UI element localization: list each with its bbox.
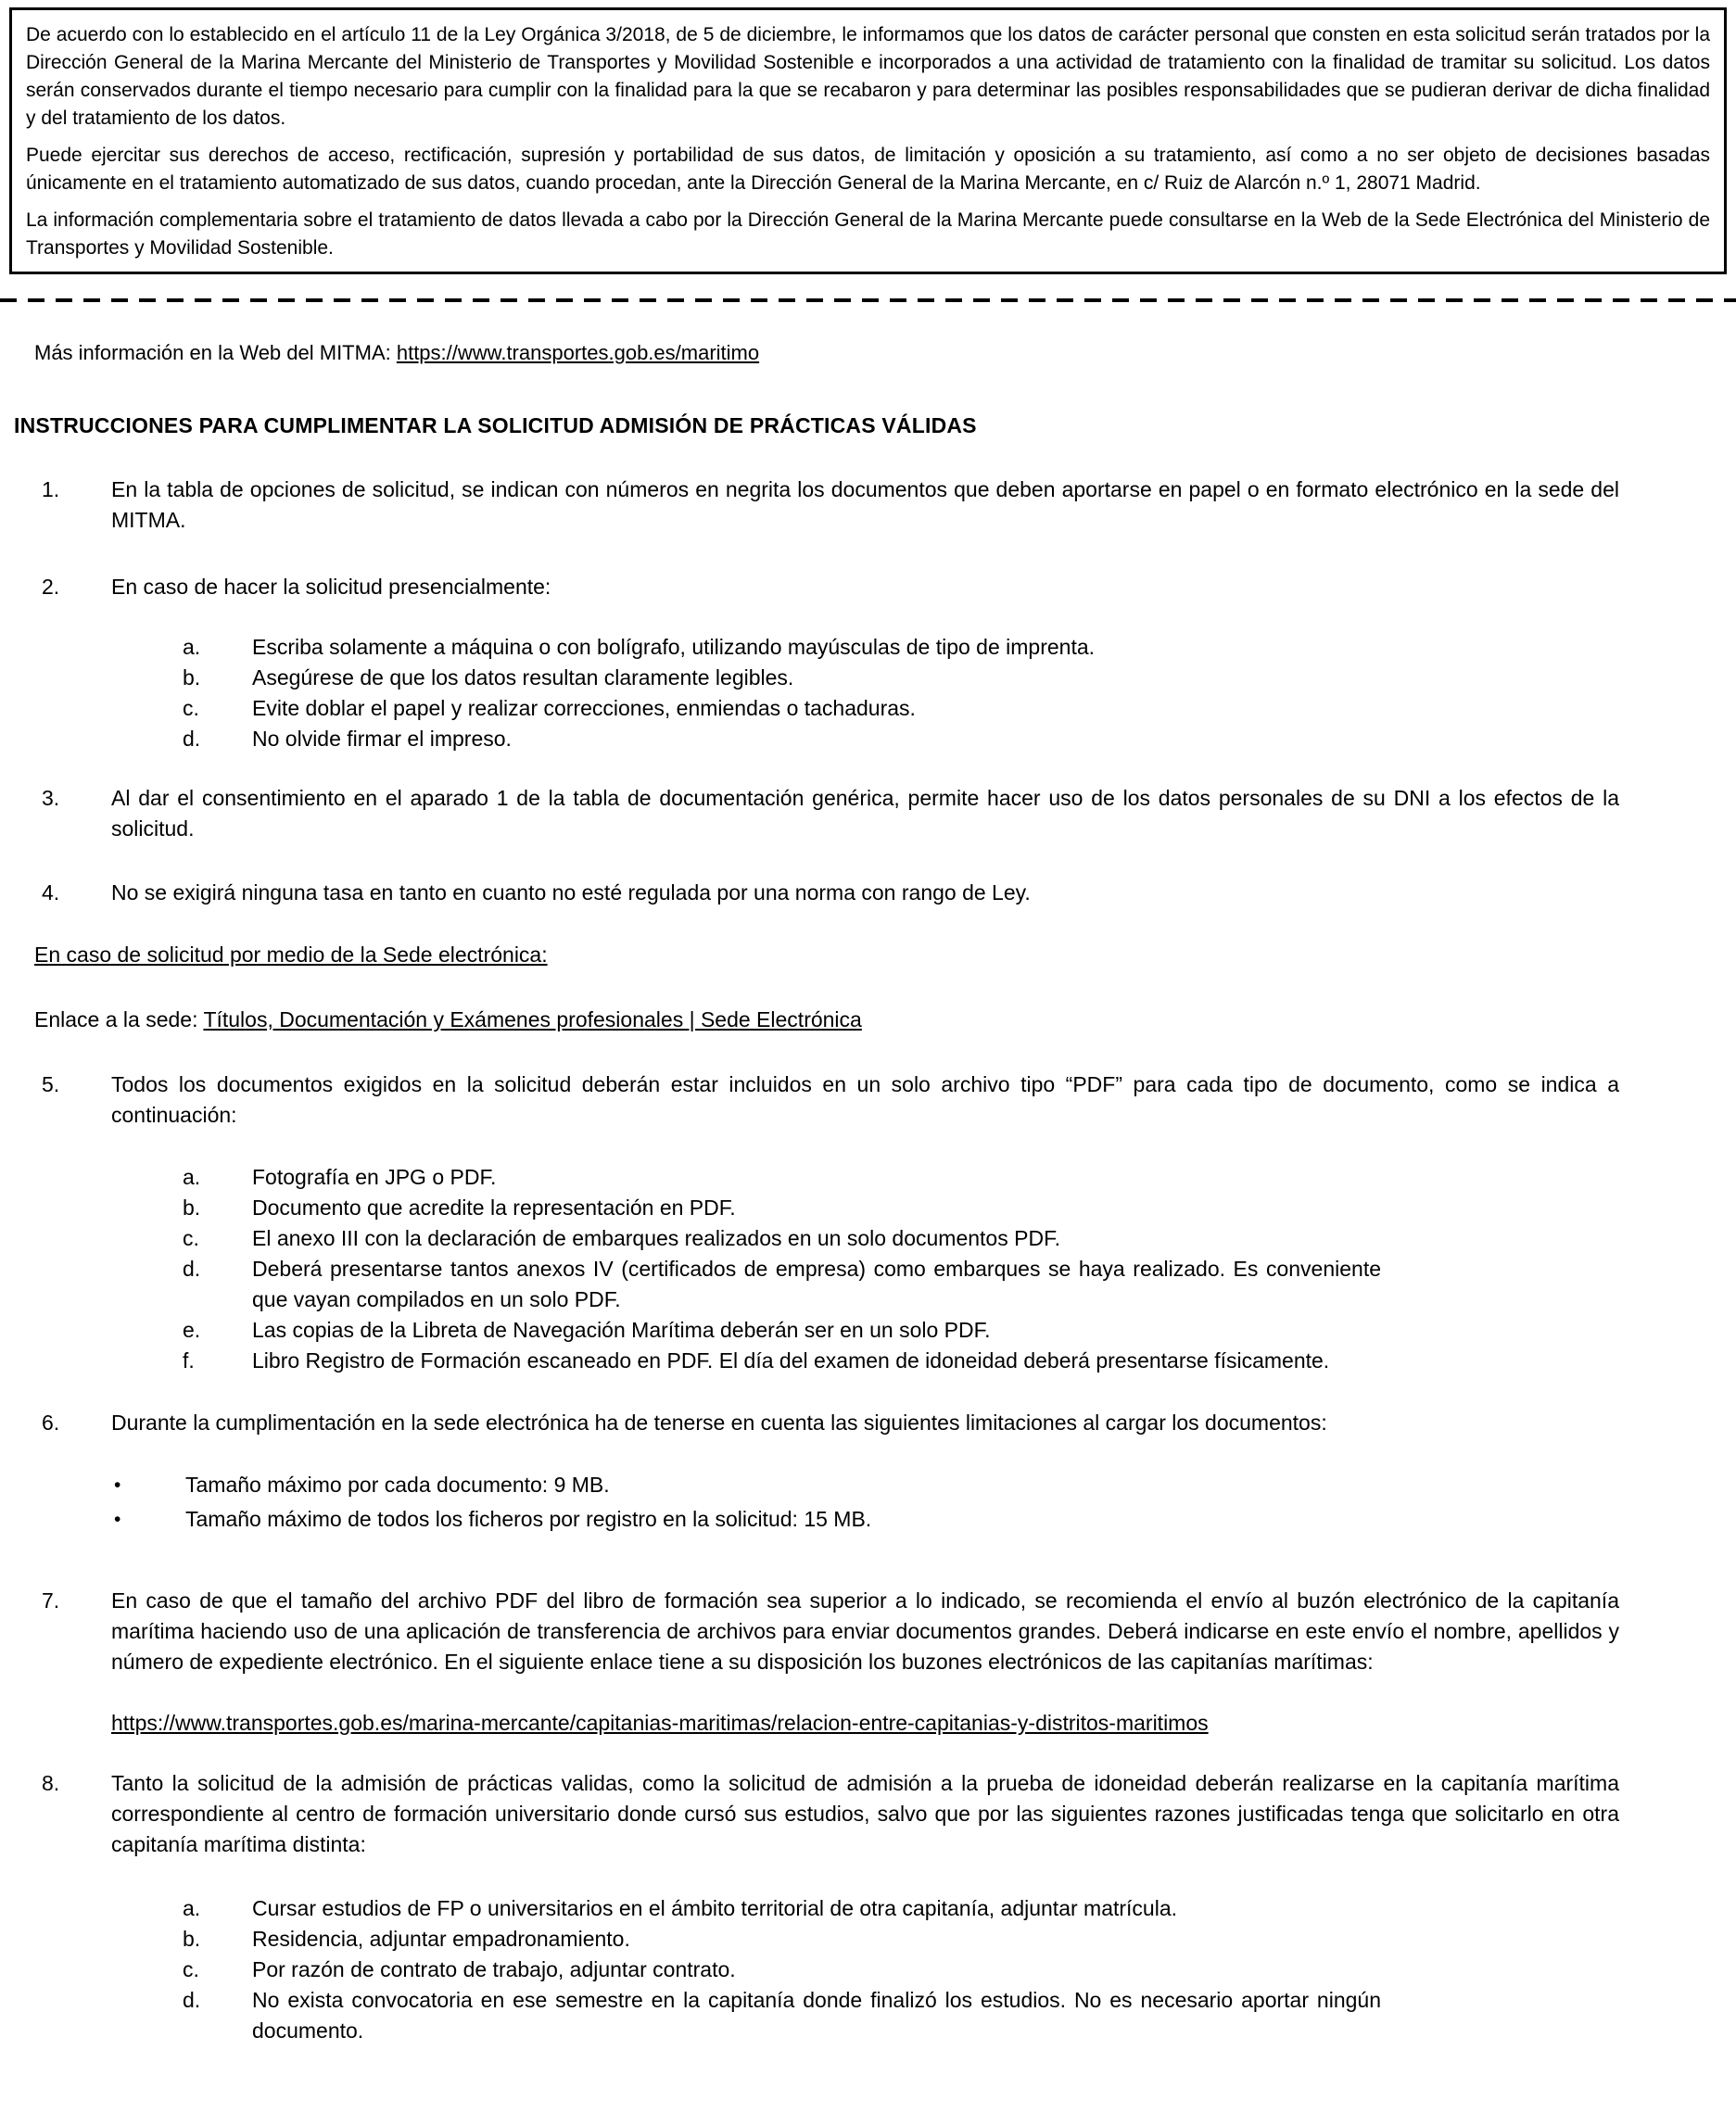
sub-item-label: c.: [183, 1226, 199, 1250]
sub-item-label: d.: [183, 1988, 201, 2012]
item-5-sub-list: [0, 1162, 1736, 1376]
item-text: Durante la cumplimentación en la sede electrónica ha de tenerse en cuenta las siguientes limitaciones al cargar los documentos:: [111, 1411, 1327, 1435]
sub-item-label: b.: [183, 1927, 201, 1951]
sub-item-f: [0, 1346, 1736, 1376]
sub-item-d: [0, 724, 1736, 754]
instruction-item-4: [0, 878, 1736, 908]
item-text: Todos los documentos exigidos en la solicitud deberán estar incluidos en un solo archivo tipo “PDF” para cada tipo de documento, como se indica a continuación:: [111, 1072, 1619, 1127]
sub-item-text: Por razón de contrato de trabajo, adjuntar contrato.: [252, 1957, 736, 1981]
sub-item-text: Residencia, adjuntar empadronamiento.: [252, 1927, 630, 1951]
sede-electronica-heading-text: En caso de solicitud por medio de la Sede electrónica:: [34, 943, 548, 967]
sub-item-text: Libro Registro de Formación escaneado en PDF. El día del examen de idoneidad deberá presentarse físicamente.: [252, 1348, 1330, 1373]
sub-item-a: [0, 1162, 1736, 1193]
item-number: 1.: [42, 477, 60, 501]
sub-item-text: Documento que acredite la representación en PDF.: [252, 1196, 736, 1220]
privacy-paragraph-2: Puede ejercitar sus derechos de acceso, rectificación, supresión y portabilidad de sus datos, de limitación y oposición a su tratamiento, así como a no ser objeto de decisiones basadas únicamente en el tratamiento automatizado de sus datos, cuando procedan, ante la Dirección General de la Marina Mercante, en c/ Ruiz de Alarcón n.º 1, 28071 Madrid.: [26, 145, 1710, 194]
sub-item-text: Escriba solamente a máquina o con bolígrafo, utilizando mayúsculas de tipo de imprenta.: [252, 635, 1096, 659]
bullet-text: Tamaño máximo de todos los ficheros por registro en la solicitud: 15 MB.: [185, 1507, 872, 1531]
sub-item-label: e.: [183, 1318, 201, 1342]
item-number: 6.: [42, 1411, 60, 1435]
sub-item-text: Deberá presentarse tantos anexos IV (certificados de empresa) como embarques se haya realizado. Es conveniente que vayan compilados en un solo PDF.: [252, 1257, 1381, 1311]
item-number: 5.: [42, 1072, 60, 1096]
item-number: 3.: [42, 786, 60, 810]
instruction-item-5: [0, 1069, 1736, 1131]
sub-item-b: [0, 663, 1736, 693]
instruction-item-2: [0, 572, 1736, 602]
sub-item-label: d.: [183, 727, 201, 751]
sub-item-text: Asegúrese de que los datos resultan claramente legibles.: [252, 665, 794, 690]
item-text: En la tabla de opciones de solicitud, se indican con números en negrita los documentos que deben aportarse en papel o en formato electrónico en la sede del MITMA.: [111, 477, 1619, 532]
item-number: 2.: [42, 575, 60, 599]
sub-item-label: c.: [183, 1957, 199, 1981]
sub-item-d: [0, 1254, 1736, 1315]
sub-item-label: b.: [183, 1196, 201, 1220]
privacy-paragraph-1: De acuerdo con lo establecido en el artículo 11 de la Ley Orgánica 3/2018, de 5 de diciembre, le informamos que los datos de carácter personal que consten en esta solicitud serán tratados por la Dirección General de la Marina Mercante del Ministerio de Transportes y Movilidad Sostenible e incorporados a una actividad de tratamiento con la finalidad de tramitar su solicitud. Los datos serán conservados durante el tiempo necesario para cumplir con la finalidad para la que se recabaron y para determinar las posibles responsabilidades que se pudieran derivar de dicha finalidad y del tratamiento de los datos.: [26, 24, 1710, 129]
item-text: Al dar el consentimiento en el aparado 1 de la tabla de documentación genérica, permite hacer uso de los datos personales de su DNI a los efectos de la solicitud.: [111, 786, 1619, 841]
instruction-item-1: [0, 474, 1736, 536]
sub-item-label: a.: [183, 1165, 201, 1189]
capitanias-maritimas-link[interactable]: https://www.transportes.gob.es/marina-mercante/capitanias-maritimas/relacion-entre-capitanias-y-distritos-maritimos: [111, 1711, 1209, 1735]
bullet-item: [0, 1470, 1736, 1500]
sub-item-label: d.: [183, 1257, 201, 1281]
dashed-separator: [0, 298, 1736, 302]
sub-item-text: Evite doblar el papel y realizar correcciones, enmiendas o tachaduras.: [252, 696, 916, 720]
item-8-sub-list: [0, 1893, 1736, 2046]
enlace-sede-line: [34, 1005, 1619, 1035]
sub-item-c: [0, 1223, 1736, 1254]
sub-item-label: c.: [183, 696, 199, 720]
sub-item-text: Cursar estudios de FP o universitarios en el ámbito territorial de otra capitanía, adjuntar matrícula.: [252, 1896, 1178, 1920]
item-text: No se exigirá ninguna tasa en tanto en cuanto no esté regulada por una norma con rango de Ley.: [111, 880, 1031, 905]
sub-item-a: [0, 632, 1736, 663]
sub-item-text: Las copias de la Libreta de Navegación Marítima deberán ser en un solo PDF.: [252, 1318, 991, 1342]
item-text: En caso de que el tamaño del archivo PDF del libro de formación sea superior a lo indicado, se recomienda el envío al buzón electrónico de la capitanía marítima haciendo uso de una aplicación de transferencia de archivos para enviar documentos grandes. Deberá indicarse en este envío el nombre, apellidos y número de expediente electrónico. En el siguiente enlace tiene a su disposición los buzones electrónicos de las capitanías marítimas:: [111, 1588, 1619, 1674]
item-2-sub-list: [0, 632, 1736, 754]
item-text: En caso de hacer la solicitud presencialmente:: [111, 575, 551, 599]
sede-electronica-link[interactable]: Títulos, Documentación y Exámenes profesionales | Sede Electrónica: [203, 1007, 862, 1031]
enlace-sede-label: Enlace a la sede:: [34, 1007, 204, 1031]
item-6-bullet-list: [0, 1470, 1736, 1535]
sub-item-text: No exista convocatoria en ese semestre en la capitanía donde finalizó los estudios. No es necesario aportar ningún documento.: [252, 1988, 1381, 2043]
more-info-label: Más información en la Web del MITMA:: [34, 341, 397, 364]
mitma-web-link[interactable]: https://www.transportes.gob.es/maritimo: [396, 341, 760, 364]
sub-item-c: [0, 1955, 1736, 1985]
capitanias-link-line: [111, 1708, 1619, 1739]
sub-item-label: a.: [183, 635, 201, 659]
sub-item-text: Fotografía en JPG o PDF.: [252, 1165, 497, 1189]
sub-item-b: [0, 1924, 1736, 1955]
instruction-item-7: [0, 1586, 1736, 1677]
instruction-item-8: [0, 1768, 1736, 1860]
page-title: INSTRUCCIONES PARA CUMPLIMENTAR LA SOLICITUD ADMISIÓN DE PRÁCTICAS VÁLIDAS: [14, 413, 977, 437]
privacy-notice-box: [9, 7, 1727, 274]
privacy-paragraph-3: La información complementaria sobre el tratamiento de datos llevada a cabo por la Dirección General de la Marina Mercante puede consultarse en la Web de la Sede Electrónica del Ministerio de Transportes y Movilidad Sostenible.: [26, 209, 1710, 259]
sub-item-a: [0, 1893, 1736, 1924]
sub-item-b: [0, 1193, 1736, 1223]
sub-item-label: a.: [183, 1896, 201, 1920]
item-number: 7.: [42, 1588, 60, 1613]
bullet-text: Tamaño máximo por cada documento: 9 MB.: [185, 1473, 610, 1497]
item-number: 8.: [42, 1771, 60, 1795]
sub-item-label: b.: [183, 665, 201, 690]
item-number: 4.: [42, 880, 60, 905]
sede-electronica-heading: [34, 940, 1619, 970]
item-text: Tanto la solicitud de la admisión de prácticas validas, como la solicitud de admisión a la prueba de idoneidad deberán realizarse en la capitanía marítima correspondiente al centro de formación universitario donde cursó sus estudios, salvo que por las siguientes razones justificadas tenga que solicitarlo en otra capitanía marítima distinta:: [111, 1771, 1619, 1856]
sub-item-label: f.: [183, 1348, 195, 1373]
instruction-item-6: [0, 1408, 1736, 1438]
sub-item-e: [0, 1315, 1736, 1346]
sub-item-text: No olvide firmar el impreso.: [252, 727, 512, 751]
sub-item-c: [0, 693, 1736, 724]
instruction-item-3: [0, 783, 1736, 844]
more-info-line: [34, 337, 1619, 368]
bullet-item: [0, 1504, 1736, 1535]
bullet-icon: •: [114, 1474, 121, 1496]
sub-item-d: [0, 1985, 1736, 2046]
bullet-icon: •: [114, 1509, 121, 1530]
sub-item-text: El anexo III con la declaración de embarques realizados en un solo documentos PDF.: [252, 1226, 1060, 1250]
